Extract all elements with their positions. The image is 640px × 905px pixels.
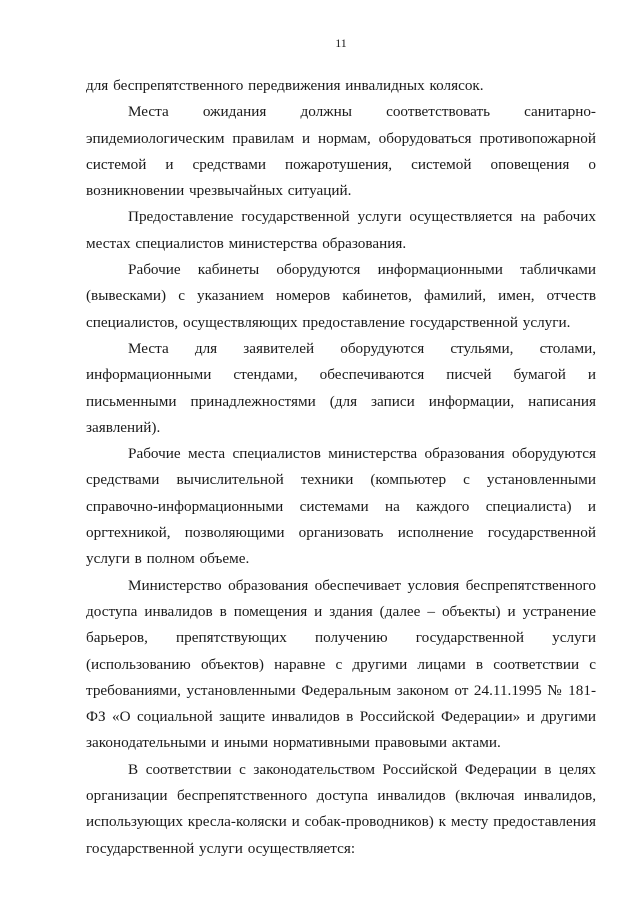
paragraph-2: Места ожидания должны соответствовать санитарно-эпидемиологическим правилам и нормам, оборудоваться противопожарной системой и средствами пожаротушения, системой оповещения о возникновении чрезвычайных ситуаций. xyxy=(86,103,596,200)
paragraph-1: для беспрепятственного передвижения инвалидных колясок. xyxy=(86,77,484,94)
paragraph-5: Места для заявителей оборудуются стульями, столами, информационными стендами, обеспечиваются писчей бумагой и письменными принадлежностями (для записи информации, написания заявлений). xyxy=(86,339,596,436)
paragraph-3: Предоставление государственной услуги осуществляется на рабочих местах специалистов министерства образования. xyxy=(86,208,596,252)
paragraph-6: Рабочие места специалистов министерства образования оборудуются средствами вычислительной техники (компьютер с установленными справочно-информационными системами на каждого специалиста) и оргтехникой, позволяющими организовать исполнение государственной услуги в полном объеме. xyxy=(86,445,596,568)
page-number: 11 xyxy=(335,36,347,50)
paragraph-8: В соответствии с законодательством Российской Федерации в целях организации беспрепятственного доступа инвалидов (включая инвалидов, использующих кресла-коляски и собак-проводников) к месту предоставления государственной услуги осуществляется: xyxy=(86,760,596,857)
paragraph-4: Рабочие кабинеты оборудуются информационными табличками (вывесками) с указанием номеров кабинетов, фамилий, имен, отчеств специалистов, осуществляющих предоставление государственной услуги. xyxy=(86,261,596,331)
paragraph-7: Министерство образования обеспечивает условия беспрепятственного доступа инвалидов в помещения и здания (далее – объекты) и устранение барьеров, препятствующих получению государственной услуги (использованию объектов) наравне с другими лицами в соответствии с требованиями, установленными Федеральным законом от 24.11.1995 № 181-ФЗ «О социальной защите инвалидов в Российской Федерации» и другими законодательными и иными нормативными правовыми актами. xyxy=(86,576,596,752)
